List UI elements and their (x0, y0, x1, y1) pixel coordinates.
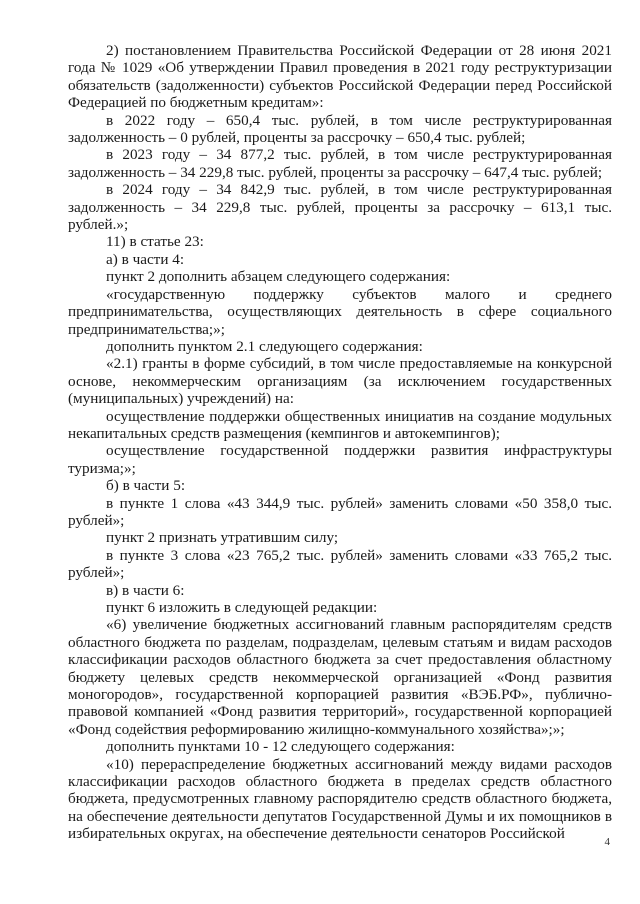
paragraph-state-support-quote: «государственную поддержку субъектов малого и среднего предпринимательства, осуществляющих деятельность в сфере социального предпринимательства;»; (68, 285, 612, 338)
paragraph-tourism-infrastructure: осуществление государственной поддержки развития инфраструктуры туризма;»; (68, 442, 612, 477)
paragraph-year-2023: в 2023 году – 34 877,2 тыс. рублей, в том числе реструктурированная задолженность – 34 229,8 тыс. рублей, проценты за рассрочку – 647,4 тыс. рублей; (68, 146, 612, 181)
paragraph-point-3-replace: в пункте 3 слова «23 765,2 тыс. рублей» заменить словами «33 765,2 тыс. рублей»; (68, 546, 612, 582)
document-body (68, 42, 612, 843)
paragraph-point-6-text: «6) увеличение бюджетных ассигнований главным распорядителям средств областного бюджета по разделам, подразделам, целевым статьям и видам расходов классификации расходов областного бюджета за счет предоставления областному бюджету целевых средств некоммерческой организацией «Фонд развития моногородов», государственной корпорацией развития «ВЭБ.РФ», публично-правовой компанией «Фонд развития территорий», государственной корпорацией «Фонд содействия реформированию жилищно-коммунального хозяйства»;»; (68, 616, 612, 738)
page-number: 4 (604, 836, 610, 848)
paragraph-article-23: 11) в статье 23: (106, 233, 204, 251)
paragraph-modular-accommodation: осуществление поддержки общественных инициатив на создание модульных некапитальных средств размещения (кемпингов и автокемпингов); (68, 407, 612, 442)
paragraph-point-2-repeal: пункт 2 признать утратившим силу; (106, 529, 339, 547)
paragraph-part-4: а) в части 4: (106, 250, 185, 268)
paragraph-part-5: б) в части 5: (106, 477, 186, 495)
paragraph-item-2-resolution: 2) постановлением Правительства Российской Федерации от 28 июня 2021 года № 1029 «Об утверждении Правил проведения в 2021 году реструктуризации обязательств (задолженности) субъектов Российской Федерации перед Российской Федерацией по бюджетным кредитам»: (68, 42, 612, 112)
paragraph-part-6: в) в части 6: (106, 581, 185, 599)
paragraph-add-point-2-1: дополнить пунктом 2.1 следующего содержания: (106, 337, 423, 355)
paragraph-point-1-replace: в пункте 1 слова «43 344,9 тыс. рублей» заменить словами «50 358,0 тыс. рублей»; (68, 494, 612, 529)
paragraph-year-2022: в 2022 году – 650,4 тыс. рублей, в том числе реструктурированная задолженность – 0 рублей, проценты за рассрочку – 650,4 тыс. рублей; (68, 111, 612, 147)
paragraph-point-2-addition: пункт 2 дополнить абзацем следующего содержания: (106, 268, 451, 286)
paragraph-point-6-new-wording: пункт 6 изложить в следующей редакции: (106, 599, 378, 616)
paragraph-add-points-10-12: дополнить пунктами 10 - 12 следующего содержания: (106, 738, 455, 756)
paragraph-year-2024: в 2024 году – 34 842,9 тыс. рублей, в том числе реструктурированная задолженность – 34 229,8 тыс. рублей, проценты за рассрочку – 613,1 тыс. рублей.»; (68, 181, 612, 234)
paragraph-point-10-text: «10) перераспределение бюджетных ассигнований между видами расходов классификации расходов областного бюджета в пределах средств областного бюджета, предусмотренных главному распорядителю средств областного бюджета, на обеспечение деятельности депутатов Государственной Думы и их помощников в избирательных округах, на обеспечение деятельности сенаторов Российской (68, 755, 612, 843)
paragraph-point-2-1-grants: «2.1) гранты в форме субсидий, в том числе предоставляемые на конкурсной основе, некоммерческим организациям (за исключением государственных (муниципальных) учреждений) на: (68, 355, 612, 408)
